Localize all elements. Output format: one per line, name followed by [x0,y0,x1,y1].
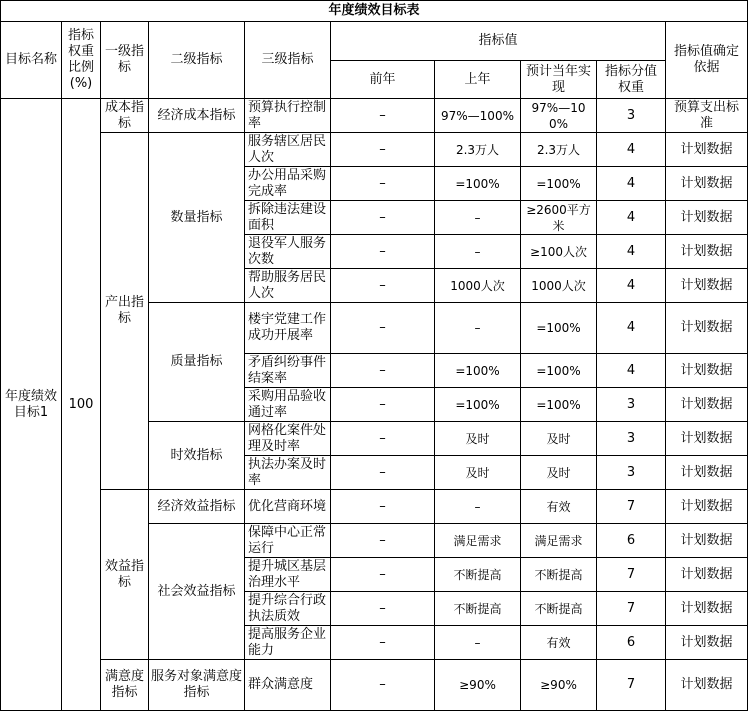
last-year-value: =100% [435,354,521,388]
score-weight-value: 4 [597,235,666,269]
last-year-value: 不断提高 [435,558,521,592]
level2-econ-benefit: 经济效益指标 [149,490,245,524]
forecast-value: 97%—100% [521,99,597,133]
last-year-value: 及时 [435,422,521,456]
level3-indicator: 办公用品采购完成率 [245,167,331,201]
prev-year-value: – [331,490,435,524]
prev-year-value: – [331,558,435,592]
basis-value: 计划数据 [666,269,748,303]
level1-benefit: 效益指标 [101,490,149,660]
forecast-value: 不断提高 [521,592,597,626]
last-year-value: 满足需求 [435,524,521,558]
level3-indicator: 提高服务企业能力 [245,626,331,660]
level3-indicator: 楼宇党建工作成功开展率 [245,303,331,354]
last-year-value: – [435,490,521,524]
forecast-value: 2.3万人 [521,133,597,167]
prev-year-value: – [331,660,435,711]
target-weight-cell: 100 [62,99,101,711]
forecast-value: =100% [521,354,597,388]
prev-year-value: – [331,167,435,201]
score-weight-value: 4 [597,303,666,354]
prev-year-value: – [331,235,435,269]
prev-year-value: – [331,422,435,456]
last-year-value: 不断提高 [435,592,521,626]
header-target-name: 目标名称 [1,22,62,99]
basis-value: 预算支出标准 [666,99,748,133]
forecast-value: 1000人次 [521,269,597,303]
basis-value: 计划数据 [666,235,748,269]
level2-quantity: 数量指标 [149,133,245,303]
basis-value: 计划数据 [666,167,748,201]
level3-indicator: 帮助服务居民人次 [245,269,331,303]
score-weight-value: 4 [597,167,666,201]
prev-year-value: – [331,303,435,354]
prev-year-value: – [331,269,435,303]
target-name-cell: 年度绩效目标1 [1,99,62,711]
score-weight-value: 4 [597,133,666,167]
prev-year-value: – [331,133,435,167]
prev-year-value: – [331,524,435,558]
prev-year-value: – [331,99,435,133]
level3-indicator: 网格化案件处理及时率 [245,422,331,456]
basis-value: 计划数据 [666,626,748,660]
score-weight-value: 3 [597,422,666,456]
score-weight-value: 6 [597,626,666,660]
level2-service-sat: 服务对象满意度指标 [149,660,245,711]
level3-indicator: 群众满意度 [245,660,331,711]
forecast-value: 有效 [521,490,597,524]
basis-value: 计划数据 [666,422,748,456]
basis-value: 计划数据 [666,456,748,490]
score-weight-value: 3 [597,388,666,422]
header-prev-year: 前年 [331,61,435,99]
score-weight-value: 3 [597,99,666,133]
score-weight-value: 3 [597,456,666,490]
prev-year-value: – [331,592,435,626]
basis-value: 计划数据 [666,133,748,167]
header-weight: 指标权重比例(%) [62,22,101,99]
forecast-value: 不断提高 [521,558,597,592]
last-year-value: =100% [435,167,521,201]
forecast-value: =100% [521,388,597,422]
header-level2: 二级指标 [149,22,245,99]
forecast-value: =100% [521,303,597,354]
header-level3: 三级指标 [245,22,331,99]
basis-value: 计划数据 [666,201,748,235]
last-year-value: 97%—100% [435,99,521,133]
level3-indicator: 预算执行控制率 [245,99,331,133]
table-row [1,99,748,133]
header-level1: 一级指标 [101,22,149,99]
header-score-weight: 指标分值权重 [597,61,666,99]
score-weight-value: 4 [597,201,666,235]
header-basis: 指标值确定依据 [666,22,748,99]
level3-indicator: 优化营商环境 [245,490,331,524]
level3-indicator: 退役军人服务次数 [245,235,331,269]
level3-indicator: 提升城区基层治理水平 [245,558,331,592]
forecast-value: 满足需求 [521,524,597,558]
prev-year-value: – [331,456,435,490]
prev-year-value: – [331,201,435,235]
forecast-value: 及时 [521,422,597,456]
level2-quality: 质量指标 [149,303,245,422]
header-indicator-value: 指标值 [331,22,666,61]
basis-value: 计划数据 [666,524,748,558]
table-row [1,133,748,167]
level2-social-benefit: 社会效益指标 [149,524,245,660]
prev-year-value: – [331,388,435,422]
basis-value: 计划数据 [666,490,748,524]
score-weight-value: 7 [597,660,666,711]
forecast-value: ≥2600平方米 [521,201,597,235]
level1-output: 产出指标 [101,133,149,490]
header-last-year: 上年 [435,61,521,99]
last-year-value: 2.3万人 [435,133,521,167]
level2-econ-cost: 经济成本指标 [149,99,245,133]
level3-indicator: 拆除违法建设面积 [245,201,331,235]
basis-value: 计划数据 [666,303,748,354]
prev-year-value: – [331,626,435,660]
level2-timeliness: 时效指标 [149,422,245,490]
basis-value: 计划数据 [666,354,748,388]
table-row [1,660,748,711]
score-weight-value: 6 [597,524,666,558]
level1-satisfaction: 满意度指标 [101,660,149,711]
basis-value: 计划数据 [666,592,748,626]
last-year-value: ≥90% [435,660,521,711]
forecast-value: 及时 [521,456,597,490]
forecast-value: ≥100人次 [521,235,597,269]
forecast-value: ≥90% [521,660,597,711]
last-year-value: 及时 [435,456,521,490]
score-weight-value: 4 [597,269,666,303]
forecast-value: 有效 [521,626,597,660]
table-title: 年度绩效目标表 [1,1,748,22]
last-year-value: =100% [435,388,521,422]
last-year-value: 1000人次 [435,269,521,303]
level3-indicator: 提升综合行政执法质效 [245,592,331,626]
header-forecast: 预计当年实现 [521,61,597,99]
last-year-value: – [435,235,521,269]
level3-indicator: 服务辖区居民人次 [245,133,331,167]
prev-year-value: – [331,354,435,388]
forecast-value: =100% [521,167,597,201]
level3-indicator: 执法办案及时率 [245,456,331,490]
score-weight-value: 7 [597,490,666,524]
level3-indicator: 采购用品验收通过率 [245,388,331,422]
score-weight-value: 7 [597,558,666,592]
last-year-value: – [435,303,521,354]
level1-cost: 成本指标 [101,99,149,133]
table-row [1,490,748,524]
basis-value: 计划数据 [666,388,748,422]
basis-value: 计划数据 [666,660,748,711]
level3-indicator: 矛盾纠纷事件结案率 [245,354,331,388]
score-weight-value: 7 [597,592,666,626]
last-year-value: – [435,626,521,660]
last-year-value: – [435,201,521,235]
level3-indicator: 保障中心正常运行 [245,524,331,558]
basis-value: 计划数据 [666,558,748,592]
score-weight-value: 4 [597,354,666,388]
